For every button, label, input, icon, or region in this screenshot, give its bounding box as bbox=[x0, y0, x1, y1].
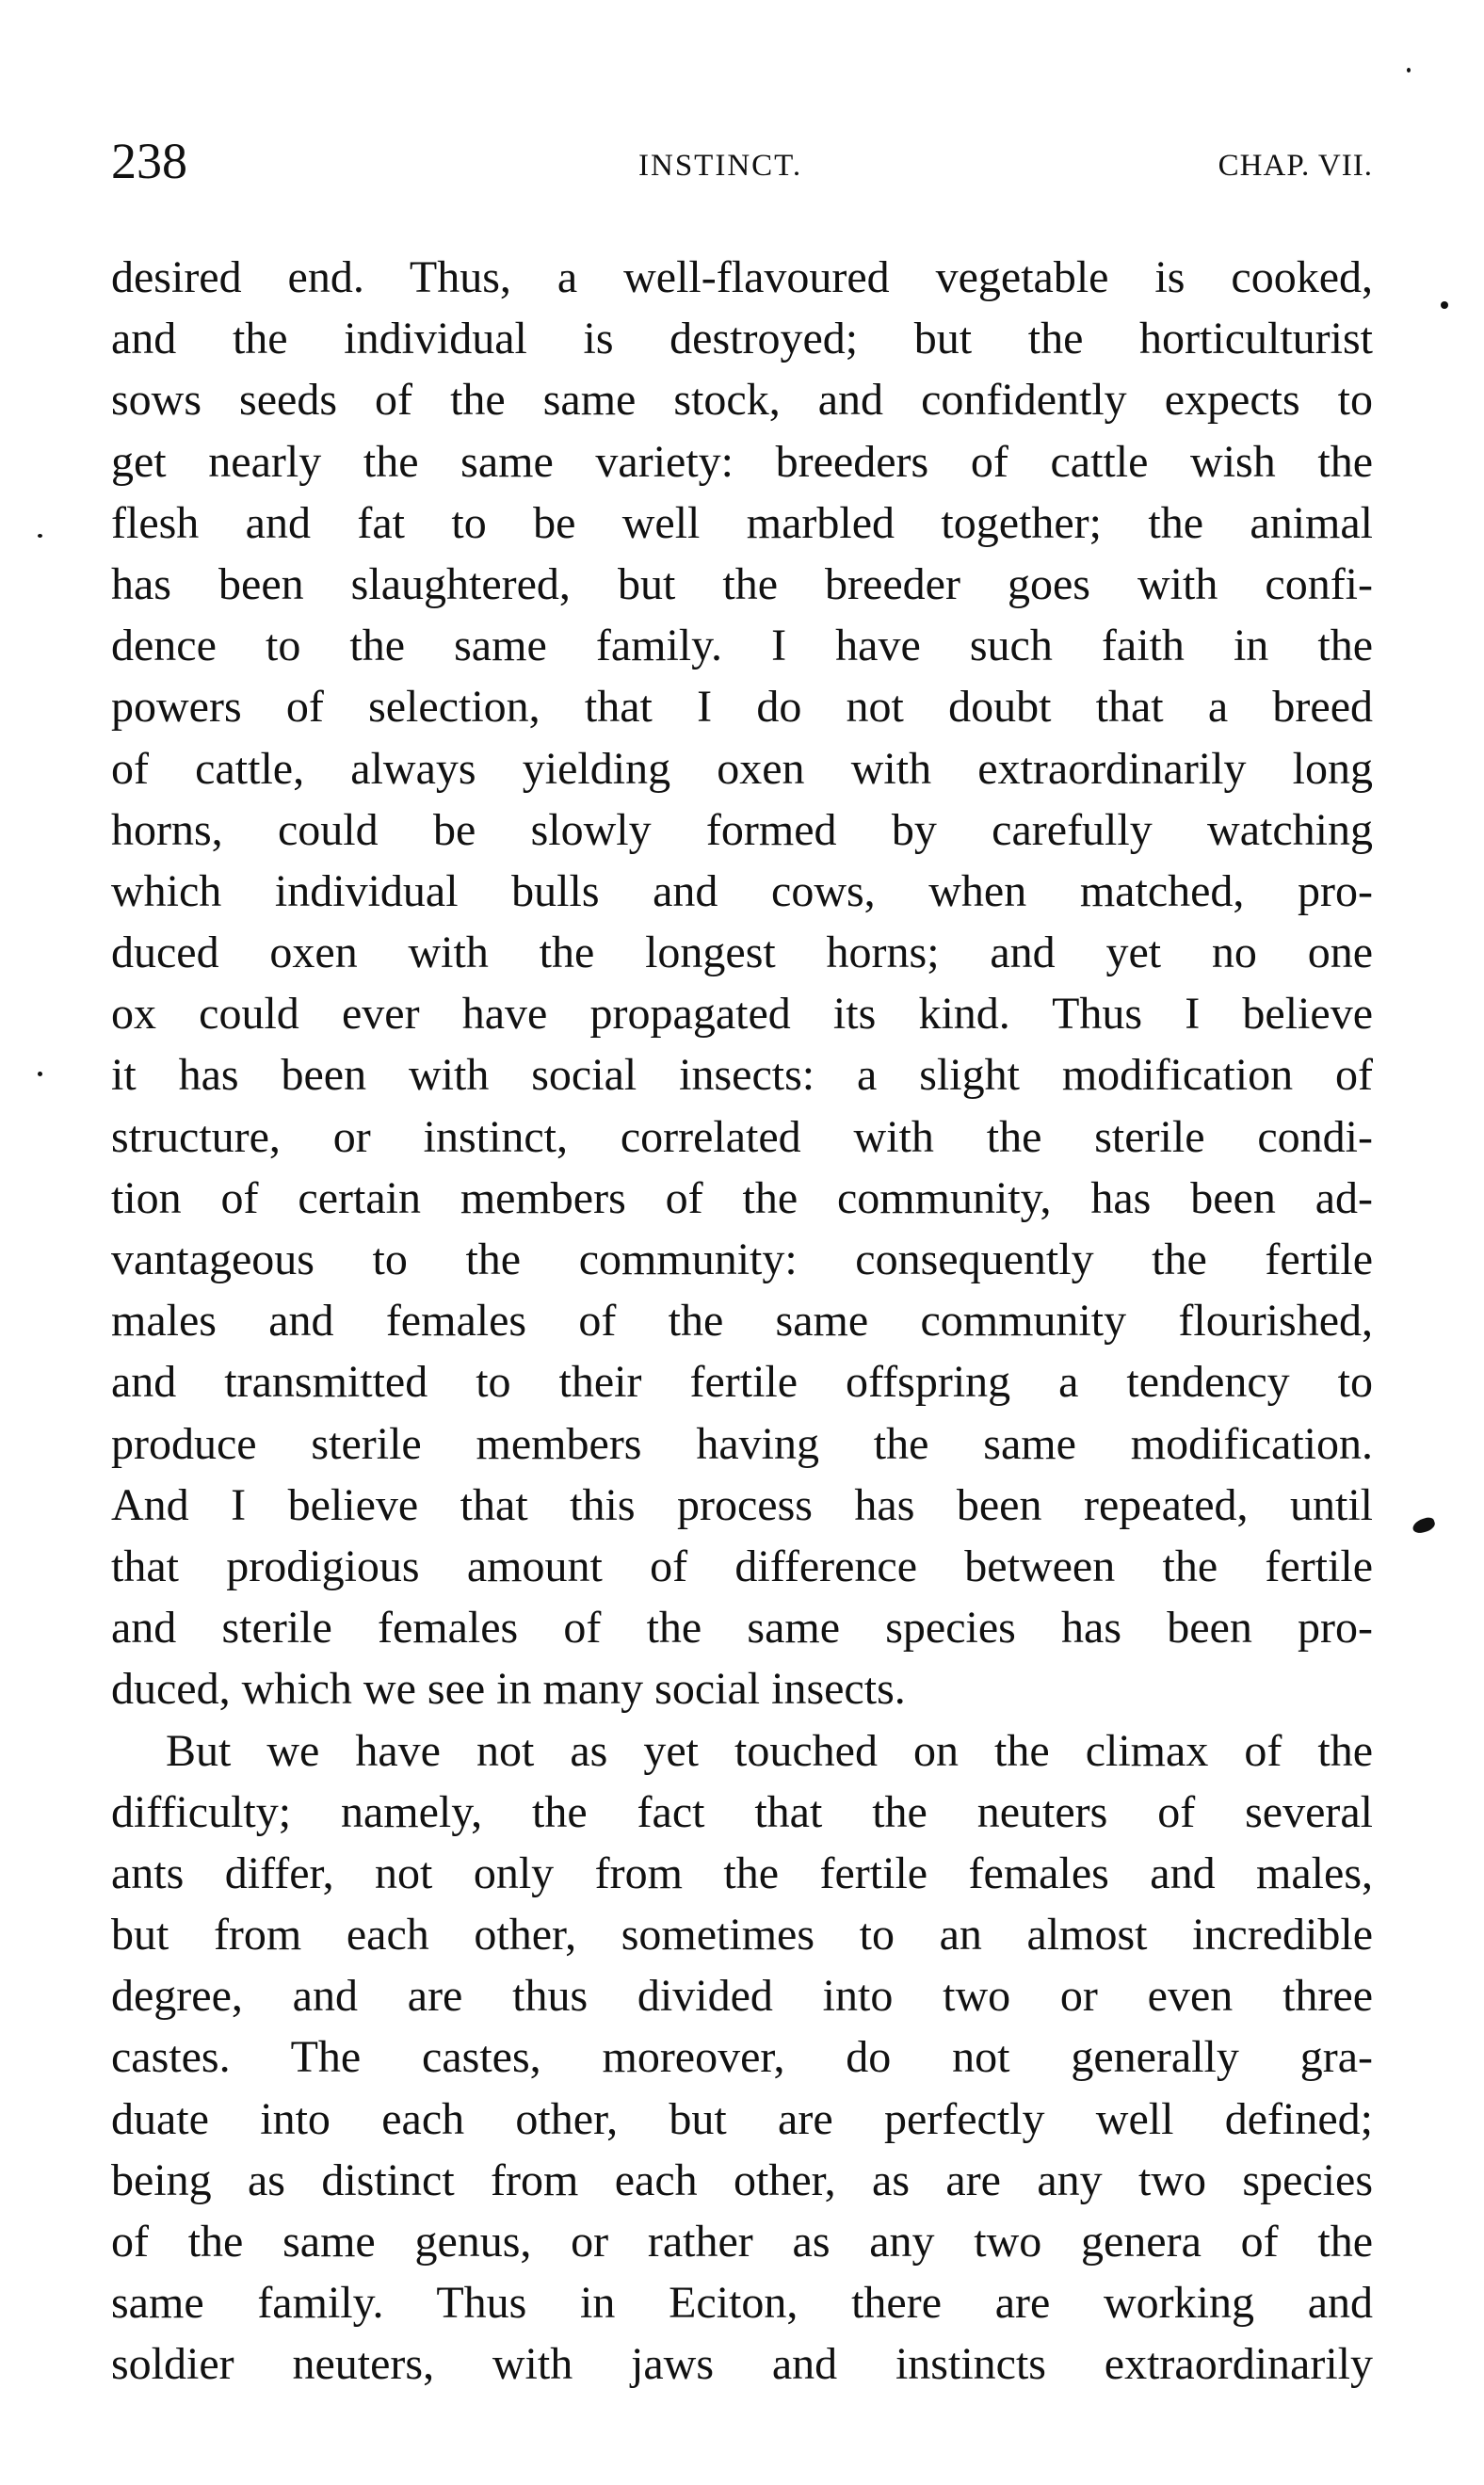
text-line: dence to the same family. I have such faith in the bbox=[111, 621, 1373, 671]
text-line: males and females of the same community flourished, bbox=[111, 1296, 1373, 1347]
running-title: INSTINCT. bbox=[638, 149, 803, 183]
text-line: and transmitted to their fertile offspring a tendency to bbox=[111, 1357, 1373, 1408]
text-line: of the same genus, or rather as any two genera of the bbox=[111, 2217, 1373, 2267]
text-line: produce sterile members having the same modification. bbox=[111, 1418, 1373, 1469]
text-line: duced, which we see in many social insects. bbox=[111, 1664, 906, 1715]
text-line: get nearly the same variety: breeders of cattle wish the bbox=[111, 436, 1373, 487]
text-line: And I believe that this process has been repeated, until bbox=[111, 1479, 1373, 1530]
text-line: But we have not as yet touched on the climax of the bbox=[166, 1725, 1373, 1776]
text-line: which individual bulls and cows, when matched, pro- bbox=[111, 865, 1373, 916]
ink-speck bbox=[1407, 68, 1411, 73]
text-line: has been slaughtered, but the breeder goes with confi- bbox=[111, 558, 1373, 609]
ink-speck bbox=[38, 534, 42, 538]
text-line: desired end. Thus, a well-flavoured vegetable is cooked, bbox=[111, 252, 1373, 302]
text-line: it has been with social insects: a slight modification of bbox=[111, 1050, 1373, 1101]
ink-speck bbox=[1441, 301, 1448, 309]
text-line: vantageous to the community: consequently the fertile bbox=[111, 1234, 1373, 1284]
ink-speck bbox=[38, 1072, 42, 1076]
text-line: ants differ, not only from the fertile females and males, bbox=[111, 1848, 1373, 1898]
text-line: degree, and are thus divided into two or even three bbox=[111, 1971, 1373, 2022]
text-line: and the individual is destroyed; but the horticulturist bbox=[111, 314, 1373, 364]
text-line: powers of selection, that I do not doubt that a breed bbox=[111, 682, 1373, 733]
text-line: that prodigious amount of difference between the fertile bbox=[111, 1541, 1373, 1591]
text-line: duate into each other, but are perfectly well defined; bbox=[111, 2093, 1373, 2144]
text-line: ox could ever have propagated its kind. Thus I believe bbox=[111, 989, 1373, 1040]
page-number: 238 bbox=[111, 133, 187, 189]
text-line: flesh and fat to be well marbled together; the animal bbox=[111, 497, 1373, 548]
chapter-label: CHAP. VII. bbox=[1218, 149, 1373, 183]
text-line: same family. Thus in Eciton, there are working and bbox=[111, 2278, 1373, 2329]
page-header bbox=[111, 132, 1373, 198]
text-line: castes. The castes, moreover, do not generally gra- bbox=[111, 2032, 1373, 2083]
text-line: horns, could be slowly formed by carefully watching bbox=[111, 804, 1373, 855]
text-line: of cattle, always yielding oxen with extraordinarily long bbox=[111, 743, 1373, 794]
text-line: tion of certain members of the community, has been ad- bbox=[111, 1172, 1373, 1223]
ink-blot bbox=[1411, 1516, 1436, 1536]
text-line: sows seeds of the same stock, and confidently expects to bbox=[111, 375, 1373, 426]
text-line: being as distinct from each other, as are any two species bbox=[111, 2154, 1373, 2205]
text-line: soldier neuters, with jaws and instincts extraordinarily bbox=[111, 2339, 1373, 2390]
text-line: duced oxen with the longest horns; and yet no one bbox=[111, 928, 1373, 978]
text-line: structure, or instinct, correlated with the sterile condi- bbox=[111, 1111, 1373, 1162]
body-text bbox=[111, 247, 1373, 2396]
text-line: difficulty; namely, the fact that the neuters of several bbox=[111, 1786, 1373, 1837]
text-line: and sterile females of the same species has been pro- bbox=[111, 1603, 1373, 1654]
text-line: but from each other, sometimes to an almost incredible bbox=[111, 1910, 1373, 1961]
